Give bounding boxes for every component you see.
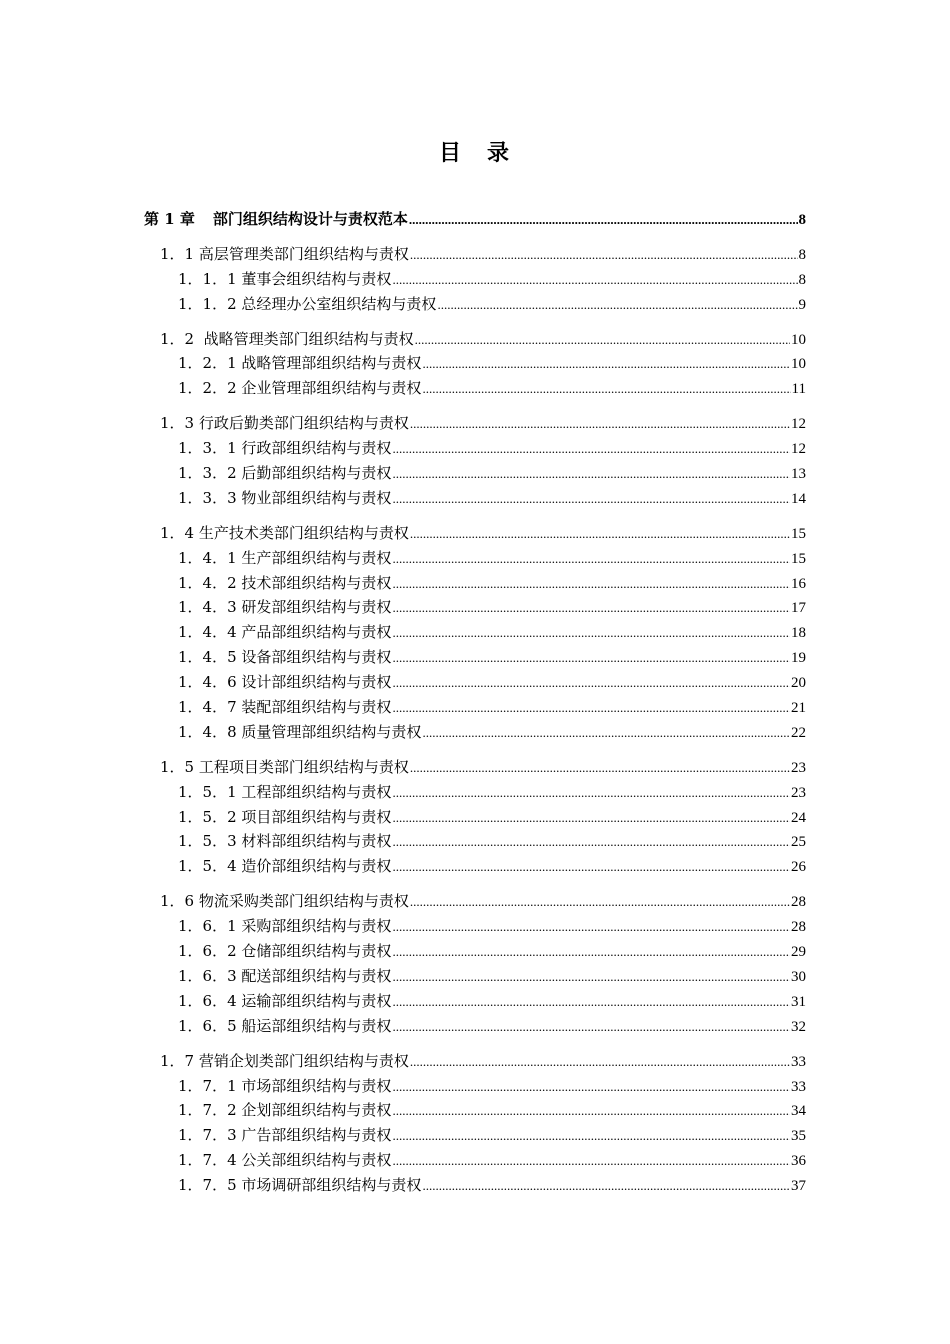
toc-page-number: 25	[791, 834, 806, 851]
toc-section-entry[interactable]	[144, 1050, 806, 1075]
toc-entry-title: 项目部组织结构与责权	[241, 807, 392, 826]
toc-page-number: 28	[791, 919, 806, 936]
toc-entry-label	[160, 756, 409, 777]
toc-entry-label	[178, 1075, 391, 1096]
toc-chapter-entry[interactable]	[144, 208, 806, 233]
toc-page-number: 18	[791, 625, 806, 642]
dot-leader	[392, 1103, 790, 1119]
dot-leader	[422, 1178, 790, 1194]
toc-entry-number: 1．7．2	[178, 1101, 237, 1120]
dot-leader	[422, 381, 790, 397]
toc-page-number: 20	[791, 675, 806, 692]
toc-entry-label	[178, 1174, 421, 1195]
toc-entry-label	[178, 696, 391, 717]
toc-page-number: 29	[791, 944, 806, 961]
chapter-title: 部门组织结构设计与责权范本	[212, 210, 408, 228]
toc-entry-label	[178, 781, 391, 802]
toc-page-number: 8	[798, 212, 806, 228]
toc-page-number: 31	[791, 993, 806, 1010]
toc-entry-title: 材料部组织结构与责权	[241, 832, 392, 851]
dot-leader	[392, 944, 790, 960]
toc-entry-title: 行政后勤类部门组织结构与责权	[198, 414, 409, 433]
toc-subsection-entry[interactable]	[144, 596, 806, 621]
toc-page-number: 9	[798, 296, 806, 313]
toc-page-number: 15	[791, 550, 806, 567]
toc-entry-title: 装配部组织结构与责权	[241, 698, 392, 717]
toc-entry-title: 营销企划类部门组织结构与责权	[198, 1051, 409, 1070]
toc-entry-label	[144, 208, 408, 229]
toc-entry-number: 1．3．3	[178, 488, 237, 507]
toc-entry-number: 1．5．2	[178, 807, 237, 826]
toc-entry-number: 1．4．6	[178, 673, 237, 692]
toc-entry-title: 总经理办公室组织结构与责权	[241, 294, 437, 313]
toc-page-number: 8	[798, 246, 806, 263]
toc-page-number: 22	[791, 724, 806, 741]
dot-leader	[392, 466, 790, 482]
toc-entry-number: 1．4．2	[178, 573, 237, 592]
toc-page-number: 16	[791, 575, 806, 592]
toc-entry-number: 1．7．5	[178, 1176, 237, 1195]
toc-subsection-entry[interactable]	[144, 990, 806, 1015]
toc-entry-title: 设计部组织结构与责权	[241, 673, 392, 692]
toc-entry-label	[160, 412, 409, 433]
toc-entry-number: 1．7	[160, 1051, 195, 1070]
toc-entry-title: 战略管理部组织结构与责权	[241, 354, 422, 373]
toc-subsection-entry[interactable]	[144, 915, 806, 940]
toc-entry-title: 工程项目类部门组织结构与责权	[198, 757, 409, 776]
toc-entry-label	[160, 328, 414, 349]
toc-entry-number: 1．1．2	[178, 294, 237, 313]
toc-entry-label	[178, 596, 391, 617]
toc-page-number: 13	[791, 466, 806, 483]
toc-entry-title: 物业部组织结构与责权	[241, 488, 392, 507]
toc-entry-title: 广告部组织结构与责权	[241, 1126, 392, 1145]
toc-entry-number: 1．7．3	[178, 1126, 237, 1145]
dot-leader	[422, 356, 790, 372]
toc-entry-label	[178, 437, 391, 458]
toc-entry-title: 企业管理部组织结构与责权	[241, 379, 422, 398]
toc-subsection-entry[interactable]	[144, 855, 806, 880]
toc-entry-number: 1．4．5	[178, 648, 237, 667]
toc-entry-label	[178, 547, 391, 568]
toc-entry-label	[178, 855, 391, 876]
toc-entry-label	[178, 721, 421, 742]
toc-entry-number: 1．6．4	[178, 991, 237, 1010]
toc-page-number: 37	[791, 1178, 806, 1195]
toc-subsection-entry[interactable]	[144, 721, 806, 746]
toc-entry-number: 1．5	[160, 757, 195, 776]
dot-leader	[392, 1153, 790, 1169]
toc-entry-title: 市场调研部组织结构与责权	[241, 1176, 422, 1195]
chapter-number: 第 1 章	[144, 210, 195, 228]
toc-entry-title: 董事会组织结构与责权	[241, 269, 392, 288]
dot-leader	[392, 441, 790, 457]
dot-leader	[409, 212, 798, 228]
toc-entry-label	[178, 621, 391, 642]
toc-subsection-entry[interactable]	[144, 671, 806, 696]
toc-subsection-entry[interactable]	[144, 352, 806, 377]
toc-entry-title: 公关部组织结构与责权	[241, 1151, 392, 1170]
dot-leader	[392, 785, 790, 801]
toc-page-number: 30	[791, 968, 806, 985]
toc-entry-title: 生产部组织结构与责权	[241, 548, 392, 567]
toc-entry-label	[178, 1015, 391, 1036]
toc-entry-number: 1．5．3	[178, 832, 237, 851]
toc-subsection-entry[interactable]	[144, 462, 806, 487]
toc-page-number: 21	[791, 700, 806, 717]
toc-section-entry[interactable]	[144, 890, 806, 915]
toc-section-entry[interactable]	[144, 328, 806, 353]
toc-entry-label	[160, 890, 409, 911]
dot-leader	[392, 576, 790, 592]
toc-entry-title: 战略管理类部门组织结构与责权	[198, 329, 414, 348]
toc-entry-number: 1．2	[160, 329, 195, 348]
toc-subsection-entry[interactable]	[144, 1124, 806, 1149]
toc-entry-number: 1．5．1	[178, 782, 237, 801]
toc-entry-title: 船运部组织结构与责权	[241, 1016, 392, 1035]
dot-leader	[422, 725, 790, 741]
dot-leader	[415, 332, 790, 348]
dot-leader	[392, 675, 790, 691]
toc-entry-title: 设备部组织结构与责权	[241, 648, 392, 667]
dot-leader	[392, 834, 790, 850]
toc-entry-title: 高层管理类部门组织结构与责权	[198, 244, 409, 263]
toc-entry-number: 1．7．1	[178, 1076, 237, 1095]
toc-entry-title: 质量管理部组织结构与责权	[241, 722, 422, 741]
toc-subsection-entry[interactable]	[144, 437, 806, 462]
toc-page-number: 26	[791, 859, 806, 876]
toc-entry-label	[178, 1099, 391, 1120]
table-of-contents	[144, 208, 806, 1199]
toc-subsection-entry[interactable]	[144, 646, 806, 671]
toc-entry-number: 1．2．2	[178, 379, 237, 398]
toc-entry-number: 1．3．2	[178, 464, 237, 483]
toc-page-number: 15	[791, 525, 806, 542]
toc-subsection-entry[interactable]	[144, 572, 806, 597]
toc-entry-number: 1．7．4	[178, 1151, 237, 1170]
dot-leader	[392, 551, 790, 567]
toc-page-number: 32	[791, 1018, 806, 1035]
toc-entry-label	[178, 487, 391, 508]
toc-page-number: 34	[791, 1103, 806, 1120]
toc-section-entry[interactable]	[144, 756, 806, 781]
dot-leader	[392, 969, 790, 985]
toc-page-number: 33	[791, 1053, 806, 1070]
toc-entry-number: 1．6．3	[178, 966, 237, 985]
toc-entry-title: 后勤部组织结构与责权	[241, 464, 392, 483]
toc-subsection-entry[interactable]	[144, 487, 806, 512]
toc-entry-title: 研发部组织结构与责权	[241, 598, 392, 617]
toc-entry-title: 采购部组织结构与责权	[241, 917, 392, 936]
toc-subsection-entry[interactable]	[144, 268, 806, 293]
toc-page-number: 36	[791, 1153, 806, 1170]
toc-entry-label	[178, 268, 391, 289]
toc-entry-title: 工程部组织结构与责权	[241, 782, 392, 801]
toc-subsection-entry[interactable]	[144, 621, 806, 646]
toc-entry-label	[178, 915, 391, 936]
toc-page-number: 8	[798, 271, 806, 288]
toc-subsection-entry[interactable]	[144, 1015, 806, 1040]
toc-entry-number: 1．3	[160, 414, 195, 433]
toc-subsection-entry[interactable]	[144, 377, 806, 402]
dot-leader	[410, 760, 790, 776]
toc-entry-title: 仓储部组织结构与责权	[241, 942, 392, 961]
dot-leader	[410, 1054, 790, 1070]
toc-page-number: 24	[791, 809, 806, 826]
dot-leader	[392, 650, 790, 666]
toc-section-entry[interactable]	[144, 243, 806, 268]
toc-entry-title: 运输部组织结构与责权	[241, 991, 392, 1010]
toc-entry-label	[178, 990, 391, 1011]
dot-leader	[410, 526, 790, 542]
toc-page-number: 10	[791, 356, 806, 373]
toc-entry-label	[178, 671, 391, 692]
toc-entry-label	[178, 1124, 391, 1145]
toc-entry-title: 造价部组织结构与责权	[241, 857, 392, 876]
toc-entry-label	[160, 243, 409, 264]
toc-entry-number: 1．1．1	[178, 269, 237, 288]
toc-subsection-entry[interactable]	[144, 830, 806, 855]
toc-page-number: 14	[791, 490, 806, 507]
toc-entry-number: 1．4．8	[178, 722, 237, 741]
toc-entry-label	[178, 352, 421, 373]
toc-entry-number: 1．4．4	[178, 623, 237, 642]
toc-entry-label	[160, 522, 409, 543]
toc-entry-title: 配送部组织结构与责权	[241, 966, 392, 985]
toc-page-number: 23	[791, 784, 806, 801]
dot-leader	[392, 1079, 790, 1095]
dot-leader	[410, 894, 790, 910]
toc-page-number: 17	[791, 600, 806, 617]
toc-page-number: 12	[791, 416, 806, 433]
toc-entry-number: 1．3．1	[178, 439, 237, 458]
dot-leader	[392, 1128, 790, 1144]
toc-entry-title: 市场部组织结构与责权	[241, 1076, 392, 1095]
toc-page-number: 11	[791, 381, 806, 398]
dot-leader	[392, 272, 797, 288]
toc-entry-number: 1．6．1	[178, 917, 237, 936]
toc-entry-title: 产品部组织结构与责权	[241, 623, 392, 642]
dot-leader	[392, 625, 790, 641]
toc-page-number: 35	[791, 1128, 806, 1145]
toc-subsection-entry[interactable]	[144, 781, 806, 806]
toc-entry-number: 1．2．1	[178, 354, 237, 373]
dot-leader	[410, 416, 790, 432]
toc-subsection-entry[interactable]	[144, 1174, 806, 1199]
toc-subsection-entry[interactable]	[144, 1149, 806, 1174]
toc-entry-number: 1．1	[160, 244, 195, 263]
toc-section-entry[interactable]	[144, 522, 806, 547]
toc-entry-number: 1．4．1	[178, 548, 237, 567]
dot-leader	[392, 919, 790, 935]
toc-entry-label	[178, 830, 391, 851]
toc-entry-label	[178, 462, 391, 483]
toc-subsection-entry[interactable]	[144, 547, 806, 572]
toc-page-number: 33	[791, 1078, 806, 1095]
toc-section-entry[interactable]	[144, 412, 806, 437]
toc-entry-title: 技术部组织结构与责权	[241, 573, 392, 592]
toc-entry-label	[178, 377, 421, 398]
toc-entry-number: 1．6．5	[178, 1016, 237, 1035]
toc-entry-label	[178, 940, 391, 961]
toc-entry-label	[178, 1149, 391, 1170]
toc-entry-number: 1．5．4	[178, 857, 237, 876]
toc-entry-number: 1．4．3	[178, 598, 237, 617]
toc-entry-label	[178, 572, 391, 593]
toc-entry-label	[178, 646, 391, 667]
toc-entry-title: 物流采购类部门组织结构与责权	[198, 892, 409, 911]
toc-subsection-entry[interactable]	[144, 293, 806, 318]
dot-leader	[392, 994, 790, 1010]
toc-entry-title: 生产技术类部门组织结构与责权	[198, 523, 409, 542]
dot-leader	[392, 491, 790, 507]
toc-subsection-entry[interactable]	[144, 965, 806, 990]
toc-page-number: 10	[791, 331, 806, 348]
toc-page-number: 28	[791, 894, 806, 911]
toc-entry-title: 行政部组织结构与责权	[241, 439, 392, 458]
toc-subsection-entry[interactable]	[144, 940, 806, 965]
toc-title: 目 录	[438, 140, 511, 166]
toc-entry-label	[160, 1050, 409, 1071]
toc-entry-number: 1．6．2	[178, 942, 237, 961]
dot-leader	[392, 600, 790, 616]
toc-entry-number: 1．4．7	[178, 698, 237, 717]
dot-leader	[392, 859, 790, 875]
dot-leader	[392, 810, 790, 826]
toc-entry-title: 企划部组织结构与责权	[241, 1101, 392, 1120]
dot-leader	[410, 247, 798, 263]
toc-entry-label	[178, 293, 436, 314]
toc-page-number: 19	[791, 650, 806, 667]
toc-subsection-entry[interactable]	[144, 806, 806, 831]
toc-entry-label	[178, 965, 391, 986]
toc-page-number: 12	[791, 441, 806, 458]
toc-entry-label	[178, 806, 391, 827]
toc-subsection-entry[interactable]	[144, 1099, 806, 1124]
dot-leader	[392, 1019, 790, 1035]
toc-page-number: 23	[791, 759, 806, 776]
dot-leader	[392, 700, 790, 716]
toc-entry-number: 1．6	[160, 892, 195, 911]
toc-subsection-entry[interactable]	[144, 696, 806, 721]
dot-leader	[437, 297, 797, 313]
toc-entry-number: 1．4	[160, 523, 195, 542]
toc-subsection-entry[interactable]	[144, 1075, 806, 1100]
